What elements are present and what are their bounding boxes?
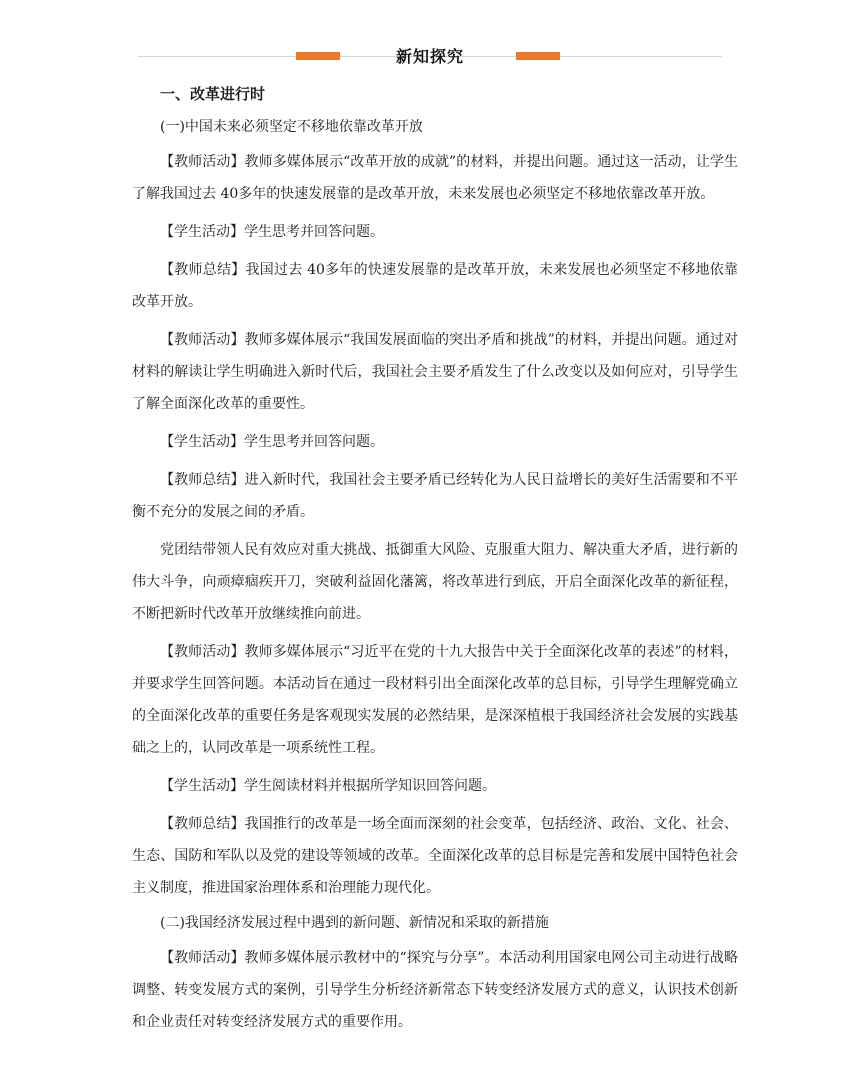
paragraph: 【教师总结】我国过去 40多年的快速发展靠的是改革开放，未来发展也必须坚定不移地依靠改革开放。: [132, 262, 738, 310]
paragraph: 【学生活动】学生阅读材料并根据所学知识回答问题。: [160, 778, 496, 794]
subsection-heading-1: (一)中国未来必须坚定不移地依靠改革开放: [160, 119, 423, 135]
paragraph: 【教师活动】教师多媒体展示教材中的“探究与分享”。本活动利用国家电网公司主动进行战略调整、转变发展方式的案例，引导学生分析经济新常态下转变经济发展方式的意义，认识技术创新和企业责任对转变经济发展方式的重要作用。: [132, 950, 738, 1030]
paragraph: 【学生活动】学生思考并回答问题。: [160, 224, 384, 240]
page-title: 新知探究: [395, 47, 464, 66]
paragraph: 【教师总结】我国推行的改革是一场全面而深刻的社会变革，包括经济、政治、文化、社会、生态、国防和军队以及党的建设等领域的改革。全面深化改革的总目标是完善和发展中国特色社会主义制度，推进国家治理体系和治理能力现代化。: [132, 816, 738, 896]
subsection-heading-2: (二)我国经济发展过程中遇到的新问题、新情况和采取的新措施: [160, 915, 549, 931]
paragraph: 【教师活动】教师多媒体展示“习近平在党的十九大报告中关于全面深化改革的表述”的材料，并要求学生回答问题。本活动旨在通过一段材料引出全面深化改革的总目标，引导学生理解党确立的全面深化改革的重要任务是客观现实发展的必然结果，是深深植根于我国经济社会发展的实践基础之上的，认同改革是一项系统性工程。: [132, 644, 738, 756]
document-body: [132, 76, 738, 1044]
section-heading: 一、改革进行时: [160, 85, 266, 103]
paragraph: 党团结带领人民有效应对重大挑战、抵御重大风险、克服重大阻力、解决重大矛盾，进行新的伟大斗争，向顽瘴痼疾开刀，突破利益固化藩篱，将改革进行到底，开启全面深化改革的新征程，不断把新时代改革开放继续推向前进。: [132, 542, 738, 622]
paragraph: 【学生活动】学生思考并回答问题。: [160, 434, 384, 450]
paragraph: 【教师活动】教师多媒体展示“我国发展面临的突出矛盾和挑战”的材料，并提出问题。通过对材料的解读让学生明确进入新时代后，我国社会主要矛盾发生了什么改变以及如何应对，引导学生了解全面深化改革的重要性。: [132, 332, 738, 412]
paragraph: 【教师活动】教师多媒体展示“改革开放的成就”的材料，并提出问题。通过这一活动，让学生了解我国过去 40多年的快速发展靠的是改革开放，未来发展也必须坚定不移地依靠改革开放。: [132, 154, 738, 202]
page-header: [138, 40, 722, 74]
paragraph: 【教师总结】进入新时代，我国社会主要矛盾已经转化为人民日益增长的美好生活需要和不平衡不充分的发展之间的矛盾。: [132, 472, 738, 520]
